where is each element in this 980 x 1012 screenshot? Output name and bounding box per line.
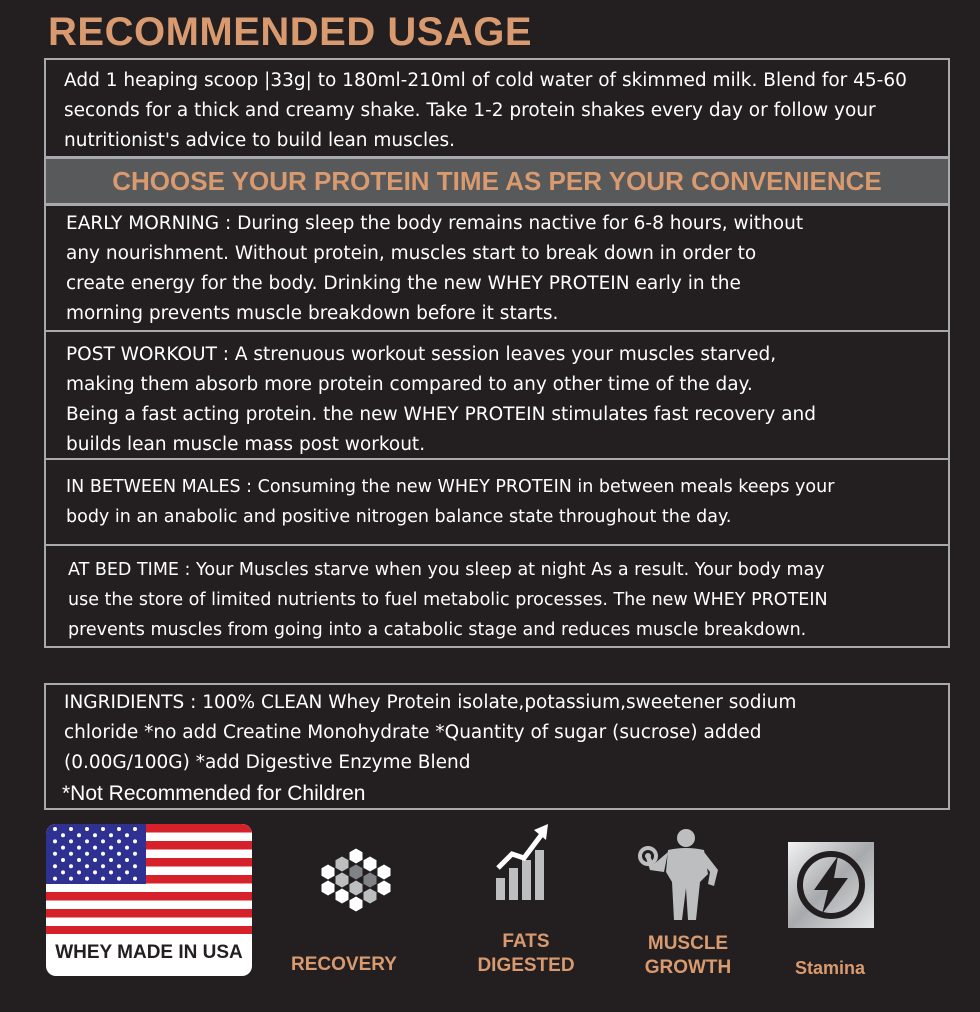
timing-line: Being a fast acting protein. the new WHEY PROTEIN stimulates fast recovery and — [66, 404, 817, 425]
timing-line: POST WORKOUT : A strenuous workout session leaves your muscles starved, — [66, 344, 777, 365]
children-warning: *Not Recommended for Children — [62, 782, 366, 805]
muscle-line2: GROWTH — [644, 957, 732, 978]
usa-flag-icon — [46, 824, 252, 934]
timing-line: morning prevents muscle breakdown before it starts. — [66, 303, 559, 324]
timing-line: use the store of limited nutrients to fuel metabolic processes. The new WHEY PROTEIN — [68, 590, 828, 610]
muscle-growth-label — [628, 932, 748, 980]
timing-line: builds lean muscle mass post workout. — [66, 434, 426, 455]
timing-line: EARLY MORNING : During sleep the body remains nactive for 6-8 hours, without — [66, 213, 804, 234]
rising-chart-icon — [494, 822, 552, 902]
lightning-bolt-icon — [788, 842, 874, 928]
fats-line2: DIGESTED — [477, 955, 575, 976]
usage-line: Add 1 heaping scoop |33g| to 180ml-210ml of cold water of skimmed milk. Blend for 45-60 — [64, 70, 907, 91]
muscle-line1: MUSCLE — [647, 933, 729, 954]
ingredients-line: INGRIDIENTS : 100% CLEAN Whey Protein isolate,potassium,sweetener sodium — [64, 692, 797, 713]
timing-post-workout — [44, 330, 950, 460]
timing-between-meals — [44, 458, 950, 546]
timing-early-morning — [44, 204, 950, 332]
bodybuilder-icon — [638, 826, 724, 922]
fats-line1: FATS — [502, 931, 550, 952]
feature-strip — [0, 820, 980, 1010]
timing-line: body in an anabolic and positive nitrogen balance state throughout the day. — [66, 507, 732, 527]
timing-line: making them absorb more protein compared to any other time of the day. — [66, 374, 753, 395]
usage-box — [44, 58, 950, 158]
ingredients-box — [44, 683, 950, 810]
timing-line: any nourishment. Without protein, muscles start to break down in order to — [66, 243, 757, 264]
usage-line: nutritionist's advice to build lean muscles. — [64, 130, 456, 151]
hexagon-cluster-icon — [318, 848, 394, 920]
ingredients-line: chloride *no add Creatine Monohydrate *Quantity of sugar (sucrose) added — [64, 722, 762, 743]
fats-digested-label — [466, 930, 586, 978]
timing-line: create energy for the body. Drinking the new WHEY PROTEIN early in the — [66, 273, 741, 294]
page-title: RECOMMENDED USAGE — [48, 10, 533, 54]
timing-heading: CHOOSE YOUR PROTEIN TIME AS PER YOUR CONVENIENCE — [44, 157, 950, 205]
ingredients-line: (0.00G/100G) *add Digestive Enzyme Blend — [64, 752, 471, 773]
timing-line: prevents muscles from going into a catabolic stage and reduces muscle breakdown. — [68, 620, 807, 640]
made-in-usa-badge — [46, 824, 252, 976]
stamina-label: Stamina — [794, 958, 866, 978]
timing-line: IN BETWEEN MALES : Consuming the new WHEY PROTEIN in between meals keeps your — [66, 477, 835, 497]
recovery-label: RECOVERY — [291, 954, 397, 975]
timing-line: AT BED TIME : Your Muscles starve when you sleep at night As a result. Your body may — [68, 560, 825, 580]
flag-label: WHEY MADE IN USA — [55, 942, 243, 963]
timing-bed-time — [44, 544, 950, 648]
usage-line: seconds for a thick and creamy shake. Take 1-2 protein shakes every day or follow your — [64, 100, 876, 121]
